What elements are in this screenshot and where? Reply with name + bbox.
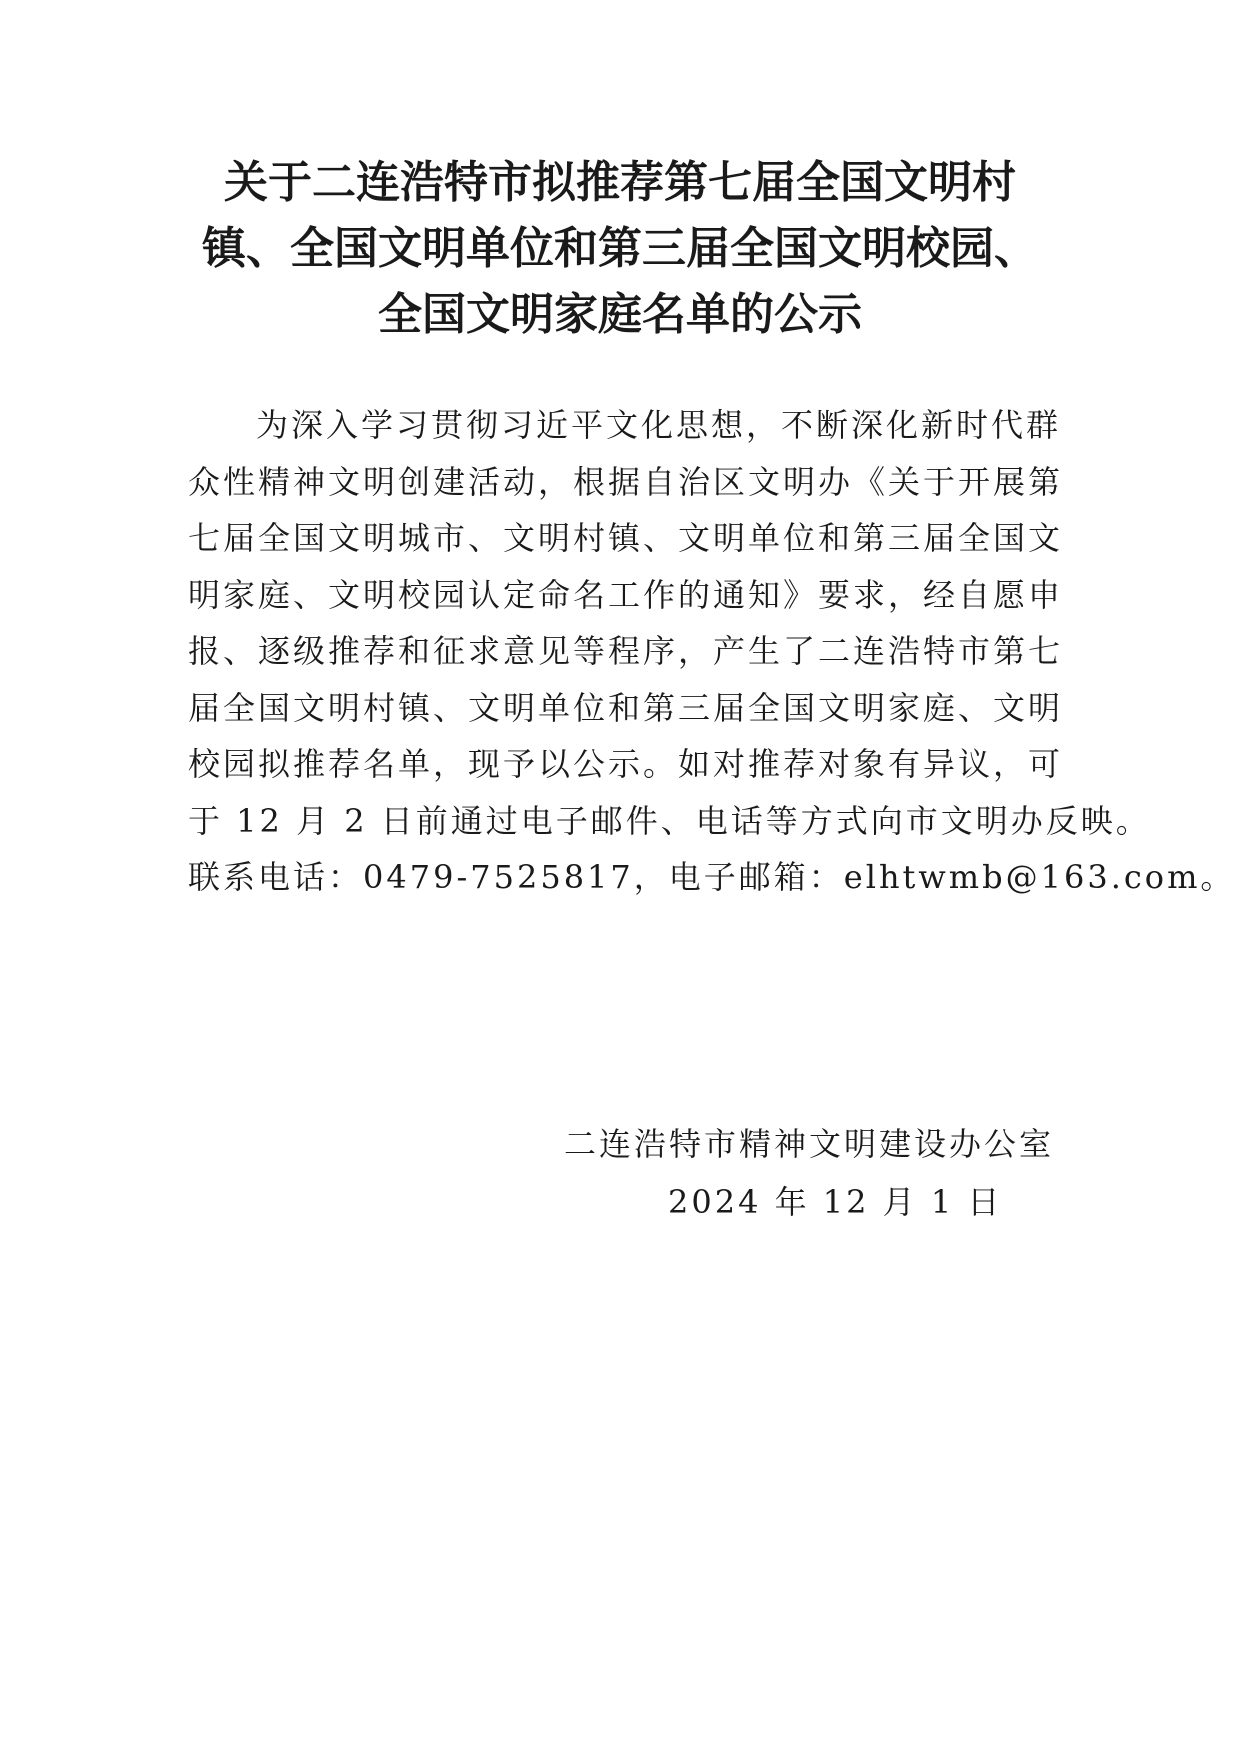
document-title: [150, 150, 1090, 348]
body-line: 校园拟推荐名单，现予以公示。如对推荐对象有异议，可: [188, 745, 1064, 783]
title-line: 镇、全国文明单位和第三届全国文明校园、: [202, 223, 1038, 274]
signature-block: [560, 1115, 1054, 1231]
body-line: 众性精神文明创建活动，根据自治区文明办《关于开展第: [188, 462, 1064, 501]
body-line: 报、逐级推荐和征求意见等程序，产生了二连浩特市第七: [188, 632, 1064, 670]
title-line: 全国文明家庭名单的公示: [378, 289, 862, 340]
body-line: 于 12 月 2 日前通过电子邮件、电话等方式向市文明办反映。: [188, 801, 1151, 840]
body-line: 七届全国文明城市、文明村镇、文明单位和第三届全国文: [188, 519, 1064, 557]
document-body: [188, 397, 1236, 906]
body-line: 届全国文明村镇、文明单位和第三届全国文明家庭、文明: [188, 688, 1064, 727]
signature-date: 2024 年 12 月 1 日: [668, 1183, 1003, 1221]
body-line: 为深入学习贯彻习近平文化思想，不断深化新时代群: [256, 406, 1062, 444]
body-line: 联系电话：0479-7525817，电子邮箱：elhtwmb@163.com。: [188, 858, 1236, 896]
body-line: 明家庭、文明校园认定命名工作的通知》要求，经自愿申: [188, 575, 1064, 614]
title-line: 关于二连浩特市拟推荐第七届全国文明村: [224, 157, 1016, 208]
signature-organization: 二连浩特市精神文明建设办公室: [563, 1125, 1054, 1163]
